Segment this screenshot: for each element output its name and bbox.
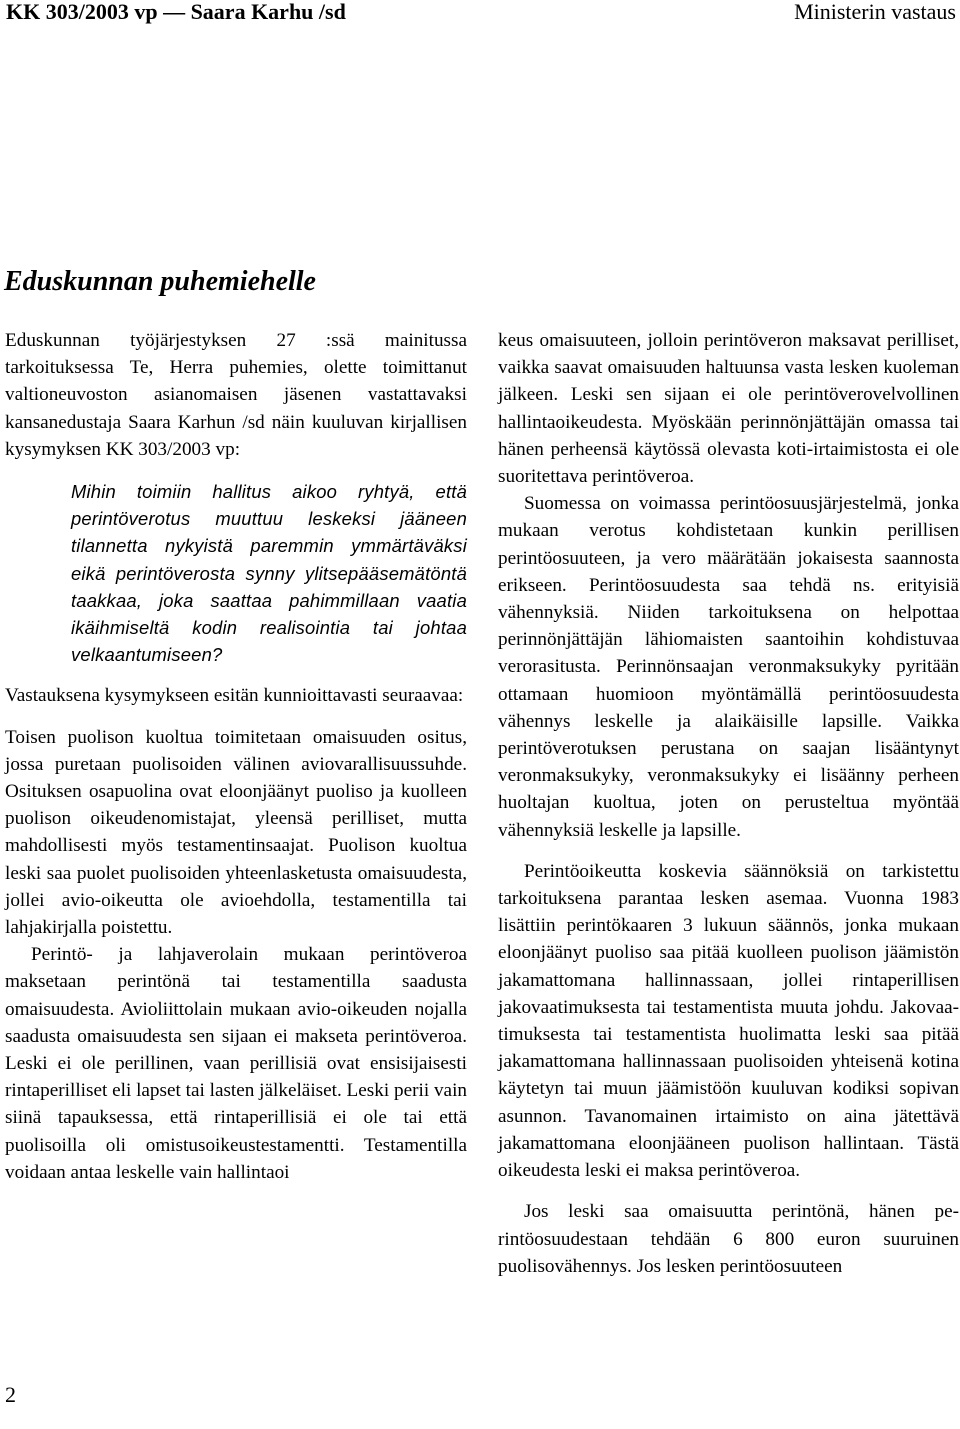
question-quote: Mihin toimiin hallitus aikoo ryhtyä, että perintöverotus muuttuu leskeksi jääneen tilannetta nykyistä paremmin ymmärtäväksi eikä perintöverosta synny ylitsepääsemätöntä taakkaa, joka saattaa pahimmillaan vaatia ikäihmiseltä kodin realisointia tai johtaa velkaantumiseen?: [71, 481, 467, 666]
intro-paragraph: Eduskunnan työjärjestyksen 27 :ssä mainitussa tarkoituksessa Te, Herra puhemies, olette toimittanut valtioneuvoston asianomaisen jäsenen vastattavaksi kansanedustaja Saara Karhun /sd näin kuuluvan kirjallisen kysymyksen KK 303/2003 vp:: [5, 330, 467, 460]
page-number: 2: [5, 1382, 16, 1407]
running-header-left: KK 303/2003 vp — Saara Karhu /sd: [6, 0, 346, 24]
answer-intro-paragraph: Vastauksena kysymykseen esitän kunnioittavasti seuraavaa:: [5, 685, 464, 707]
body-paragraph: Perintö- ja lahjaverolain mukaan perintöveroa maksetaan perintönä tai testamentilla saadusta omaisuudesta. Avioliittolain mukaan avio-oikeuden nojalla saadusta omaisuudesta sen sijaan ei makseta perintöveroa. Leski ei ole perillinen, vaan perillisiä ovat ensisijaisesti rintaperilliset eli lapset tai lasten jälkeläiset. Leski perii vain siinä tapauksessa, että rintaperillisiä ei ole tai että puolisoilla oli omistusoikeustestamentti. Testamentilla voidaan antaa leskelle vain hallintaoi: [5, 944, 467, 1183]
body-paragraph: Jos leski saa omaisuutta perintönä, hänen perintöosuudestaan tehdään 6 800 euron suuruinen puolisovähennys. Jos lesken perintöosuuteen: [498, 1201, 959, 1277]
body-paragraph: Perintöoikeutta koskevia säännöksiä on tarkistettu tarkoituksena parantaa lesken asemaa. Vuonna 1983 lisättiin perintökaaren 3 lukuun säännös, jonka mukaan eloonjäänyt puoliso saa pitää kuolleen puolison jäämistön jakamattomana hallinnassaan, jollei rintaperillisen jakovaatimuksesta tai testamentista muuta johdu. Jakovaatimuksesta tai testamentista huolimatta leski saa pitää jakamattomana hallinnassaan puolisoiden yhteisenä kotina käytetyn tai muun jäämistöön kuuluvan kodiksi sopivan asunnon. Tavanomainen irtaimisto on aina jätettävä jakamattomana eloonjääneen puolison hallintaan. Tästä oikeudesta leski ei maksa perintöveroa.: [498, 860, 959, 1182]
document-title: Eduskunnan puhemiehelle: [4, 266, 316, 297]
right-column: [498, 327, 959, 1280]
running-header-right: Ministerin vastaus: [794, 0, 956, 24]
body-paragraph: keus omaisuuteen, jolloin perintöveron maksavat perilliset, vaikka saavat omaisuuden haltuunsa vasta lesken kuoleman jälkeen. Leski sen sijaan ei ole perintöverovelvollinen hallintaoikeudesta. Myöskään perinnönjättäjän omassa tai hänen perheensä käytössä olevasta koti-irtaimistosta ei ole suoritettava perintöveroa.: [498, 330, 959, 488]
body-paragraph: Suomessa on voimassa perintöosuusjärjestelmä, jonka mukaan verotus kohdistetaan kunkin perillisen perintöosuuteen, ja vero määrätään jokaisesta saannosta erikseen. Perintöosuudesta saa tehdä ns. erityisiä vähennyksiä. Niiden tarkoituksena on helpottaa perinnönjättäjän lähiomaisten saantoihin kohdistuvaa verorasitusta. Perinnönsaajan veronmaksukyky pyritään ottamaan huomioon myöntämällä perintöosuudesta vähennys leskelle ja alaikäisille lapsille. Vaikka perintöverotuksen perustana on saajan lisääntynyt veronmaksukyky, veronmaksukyky ei lisäänny perheen huoltajan kuoltua, joten on perusteltua myöntää vähennyksiä leskelle ja lapsille.: [498, 493, 959, 841]
body-paragraph: Toisen puolison kuoltua toimitetaan omaisuuden ositus, jossa puretaan puolisoiden välinen aviovarallisuussuhde. Osituksen osapuolina ovat eloonjäänyt puoliso ja kuolleen puolison oikeudenomistajat, yleensä perilliset, mutta mahdollisesti myös testamentinsaajat. Puolison kuoltua leski saa puolet puolisoiden yhteenlasketusta omaisuudesta, jollei avio-oikeutta ole avioehdolla, testamentilla tai lahjakirjalla poistettu.: [5, 726, 467, 939]
left-column: [5, 327, 467, 1186]
